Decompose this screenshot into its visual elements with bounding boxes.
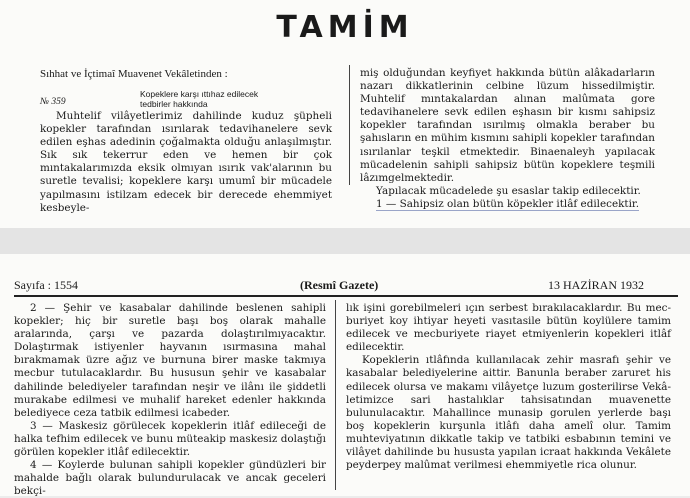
bottom-right-paragraph-1: lık işini gorebilmeleri ıçın serbest bırakılacaklardır. Bu mecburiyet koy ihtiyar heyeti vasıtasile bütün koylülere tamim edilecek ve mecburiyete riayet etmiyenlerin kopekleri itlâf edilecektir. — [346, 302, 671, 354]
page-number: Sayıfa : 1554 — [14, 278, 78, 292]
top-left-paragraph: Muhtelif vilâyetlerimiz dahilinde kuduz şüpheli kopekler tarafından ısırılarak tedavihanelere sevk edilen eşhas adedinin çoğalmakta olduğu anlaşılmıştır. Sık sık tekerrur eden ve hemen bir çok mıntakalarımızda eksik olmıyan ısırık vak'alarının bu suretle tevalisi; kopeklere karşı umumî bir mücadele yapılmasını istilzam edecek bir derecede ehemmiyet kesbeyle- — [40, 110, 332, 214]
circular-number: № 359 — [40, 97, 66, 107]
gazette-date: 13 HAZİRAN 1932 — [548, 278, 644, 292]
top-right-line-3 — [360, 198, 655, 211]
bottom-left-paragraph-3: 4 — Koylerde bulunan sahipli kopekler gündüzleri bir mahalde bağlı olarak bulundurulacak ve ancak geceleri bekçi- — [14, 459, 326, 498]
bottom-left-paragraph-2: 3 — Maskesiz görülecek kopeklerin itlâf edileceği de halka tefhim edilecek ve bunu müteakip maskesiz dolaştığı görülen kopekler itlâf edilecektir. — [14, 419, 326, 459]
top-right-line-3-text: 1 — Sahipsiz olan bütün köpekler itlâf edilecektir. — [376, 197, 640, 210]
header-rule — [14, 295, 678, 297]
ministry-line: Sıhhat ve İçtimaî Muavenet Vekâletinden : — [40, 68, 228, 80]
gazette-name: (Resmî Gazete) — [300, 278, 379, 292]
top-page — [0, 0, 690, 228]
bottom-right-column — [346, 302, 671, 472]
top-left-column — [40, 110, 332, 215]
page-gap — [0, 228, 690, 254]
bottom-right-paragraph-2: Kopeklerin ıtlâfında kullanılacak zehir masrafı şehir ve kasabalar belediyelerine aittir. Banunla beraber zaruret his edilecek olursa ve makamı vilâyetçe luzum gosterilirse Vekâletimizce sari hastalıklar tahsisatından muavenette bulunulacaktır. Mahallince munasip gorulen yerlerde başı boş kopeklerin kurşunla itlâfı daha amelî olur. Tamim muhteviyatının dikkatle takip ve tatbiki esbabının temini ve vilâyet dahilinde bu hususta yapılan icraat hakkında Vekâlete peyderpey malûmat verilmesi ehemmiyetle rica olunur. — [346, 354, 671, 472]
column-divider — [349, 65, 350, 185]
document-title: TAMİM — [276, 10, 414, 45]
top-right-column — [360, 67, 655, 211]
bottom-column-divider — [335, 300, 336, 490]
top-right-paragraph: miş olduğundan keyfiyet hakkında bütün alâkadarların nazarı dikkatlerinin celbine lüzum hissedilmiştir. Muhtelif mıntakalardan alınan malûmata gore tedavihanelere sevk edilen eşhasın bir kısmı sahipsiz kopekler tarafından ısırılmış olmakla beraber bu şahısların en mühim kısmını sahipli kopekler tarafından ısırılanlar teşkil etmektedir. Binaenaleyh yapılacak mücadelenin sahipli sahipsiz bütün kopeklere teşmili lâzımgelmektedir. — [360, 67, 655, 184]
bottom-left-column — [14, 302, 326, 498]
top-right-line-2: Yapılacak mücadelede şu esaslar takip edilecektir. — [376, 184, 641, 197]
bottom-left-paragraph-1: 2 — Şehir ve kasabalar dahilinde beslenen sahipli kopekler; hiç bir suretle başı boş olarak mahalle aralarında, çarşı ve pazarda dolaştırılmıyacaktır. Dolaştırmak istiyenler hayvanın ısırmasına mahal bırakmamak üzre ağız ve burnuna birer maske takmıya mecbur tutulacaklardır. Bu hususun şehir ve kasabalar dahilinde belediyeler tarafından neşir ve ilânı ile şiddetli murakabe edilmesi ve muhalif hareket edenler hakkında belediyece ceza tatbik edilmesi icabeder. — [14, 302, 326, 419]
circular-subject: Kopeklere karşı ıttıhaz edilecek tedbirler hakkında — [140, 89, 259, 109]
